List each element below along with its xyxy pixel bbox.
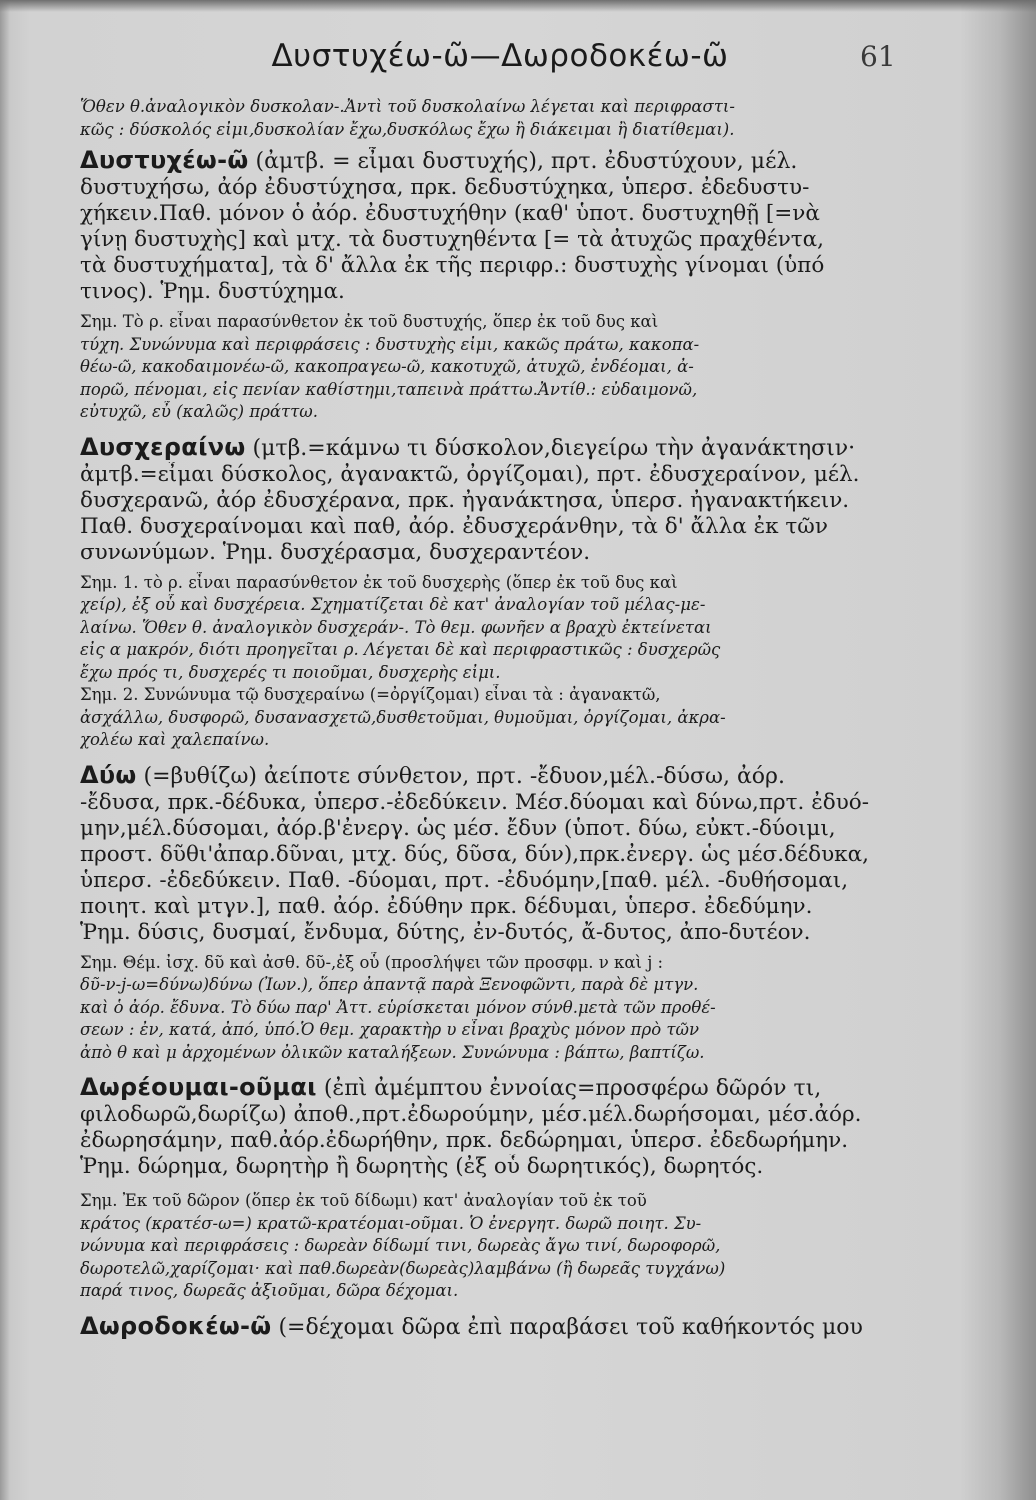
headword: Δυστυχέω-ῶ	[80, 147, 249, 174]
entry-first-line	[80, 762, 942, 790]
entry-first-line	[80, 1313, 942, 1341]
entry-line: ἐδωρησάμην, παθ.ἀόρ.ἐδωρήθην, πρκ. δεδώρημαι, ὑπερσ. ἐδεδωρήμην.	[80, 1128, 849, 1153]
note-line: νώνυμα καὶ περιφράσεις : δωρεὰν δίδωμί τινι, δωρεὰς ἄγω τινί, δωροφορῶ,	[80, 1236, 721, 1255]
entry-line: ποιητ. καὶ μτγν.], παθ. ἀόρ. ἐδύθην πρκ. δέδυμαι, ὑπερσ. ἐδεδύμην.	[80, 893, 813, 919]
note-lead: Σημ. Θέμ. ἰσχ. δῦ καὶ ἀσθ. δῦ-,ἐξ οὗ (προσλήψει τῶν προσφμ. ν καὶ j :	[80, 952, 664, 972]
entry-line: τινος). Ῥημ. δυστύχημα.	[80, 279, 345, 304]
entry-first-line	[80, 1074, 942, 1102]
entry-line: προστ. δῦθι'ἀπαρ.δῦναι, μτχ. δύς, δῦσα, δύν),πρκ.ἐνεργ. ὡς μέσ.δέδυκα,	[80, 841, 869, 867]
note-line: πορῶ, πένομαι, εἰς πενίαν καθίστημι,ταπεινὰ πράττω.Ἀντίθ.: εὐδαιμονῶ,	[80, 379, 698, 399]
headword: Δωροδοκέω-ῶ	[80, 1312, 272, 1340]
entry-line: -ἔδυσα, πρκ.-δέδυκα, ὑπερσ.-ἐδεδύκειν. Μέσ.δύομαι καὶ δύνω,πρτ. ἐδυό-	[80, 789, 869, 815]
entry-line: δυσχερανῶ, ἀόρ ἐδυσχέρανα, πρκ. ἠγανάκτησα, ὑπερσ. ἠγανακτήκειν.	[80, 487, 850, 513]
note-line: δωροτελῶ,χαρίζομαι· καὶ παθ.δωρεὰν(δωρεὰς)λαμβάνω (ἢ δωρεᾶς τυγχάνω)	[80, 1258, 726, 1278]
note-line: ἀπὸ θ καὶ μ ἀρχομένων ὀλικῶν καταλήξεων. Συνώνυμα : βάπτω, βαπτίζω.	[80, 1042, 705, 1062]
entry-line: Ῥημ. δώρημα, δωρητὴρ ἢ δωρητὴς (ἐξ οὗ δωρητικός), δωρητός.	[80, 1154, 764, 1179]
note-lead: Σημ. Ἐκ τοῦ δῶρον (ὅπερ ἐκ τοῦ δίδωμι) κατ' ἀναλογίαν τοῦ ἐκ τοῦ	[80, 1191, 647, 1210]
entry-line: χήκειν.Παθ. μόνον ὁ ἀόρ. ἐδυστυχήθην (καθ' ὑποτ. δυστυχηθῇ [=νὰ	[80, 201, 820, 226]
entry-text: (μτβ.=κάμνω τι δύσκολον,διεγείρω τὴν ἀγανάκτησιν·	[245, 435, 856, 461]
entry-dyo	[80, 762, 942, 946]
entry-line: ὑπερσ. -ἐδεδύκειν. Παθ. -δύομαι, πρτ. -ἐδυόμην,[παθ. μέλ. -δυθήσομαι,	[80, 867, 849, 893]
entry-dyscheraino	[80, 434, 942, 566]
entry-line: Παθ. δυσχεραίνομαι καὶ παθ, ἀόρ. ἐδυσχεράνθην, τὰ δ' ἄλλα ἐκ τῶν	[80, 513, 828, 539]
entry-line: τὰ δυστυχήματα], τὰ δ' ἄλλα ἐκ τῆς περιφρ.: δυστυχὴς γίνομαι (ὑπό	[80, 253, 825, 278]
entry-doreoumai	[80, 1074, 942, 1180]
entry-first-line	[80, 434, 942, 462]
headword: Δύω	[80, 761, 137, 789]
note-lead: Σημ. 1. τὸ ρ. εἶναι παρασύνθετον ἐκ τοῦ δυσχερὴς (ὅπερ ἐκ τοῦ δυς καὶ	[80, 572, 678, 592]
entry-line: φιλοδωρῶ,δωρίζω) ἀποθ.,πρτ.ἐδωρούμην, μέσ.μέλ.δωρήσομαι, μέσ.ἀόρ.	[80, 1102, 862, 1127]
entry-text: (=βυθίζω) ἀείποτε σύνθετον, πρτ. -ἔδυον,μέλ.-δύσω, ἀόρ.	[136, 763, 785, 789]
note-line: κῶς : δύσκολός εἰμι,δυσκολίαν ἔχω,δυσκόλως ἔχω ἢ διάκειμαι ἢ διατίθεμαι).	[80, 119, 735, 139]
note-dyscheraino-1	[80, 572, 942, 685]
note-line: χείρ), ἐξ οὗ καὶ δυσχέρεια. Σχηματίζεται δὲ κατ' ἀναλογίαν τοῦ μέλας-με-	[80, 595, 706, 614]
entry-text: (ἀμτβ. = εἶμαι δυστυχής), πρτ. ἐδυστύχουν, μέλ.	[248, 149, 798, 174]
note-line: δῦ-ν-j-ω=δύνω)δύνω (Ἰων.), ὅπερ ἀπαντᾷ παρὰ Ξενοφῶντι, παρὰ δὲ μτγν.	[80, 975, 699, 994]
note-line: χολέω καὶ χαλεπαίνω.	[80, 730, 270, 749]
note-line: εἰς α μακρόν, διότι προηγεῖται ρ. Λέγεται δὲ καὶ περιφραστικῶς : δυσχερῶς	[80, 640, 721, 659]
note-line: παρά τινος, δωρεᾶς ἀξιοῦμαι, δῶρα δέχομαι.	[80, 1281, 459, 1300]
entry-line: ἀμτβ.=εἶμαι δύσκολος, ἀγανακτῶ, ὀργίζομαι), πρτ. ἐδυσχεραίνον, μέλ.	[80, 461, 860, 487]
running-head	[0, 38, 1036, 82]
entry-line: συνωνύμων. Ῥημ. δυσχέρασμα, δυσχεραντέον.	[80, 539, 591, 565]
entry-line: γίνῃ δυστυχὴς] καὶ μτχ. τὰ δυστυχηθέντα [= τὰ ἀτυχῶς πραχθέντα,	[80, 227, 825, 252]
note-line: θέω-ῶ, κακοδαιμονέω-ῶ, κακοπραγεω-ῶ, κακοτυχῶ, ἀτυχῶ, ἐνδέομαι, ἀ-	[80, 357, 694, 376]
note-line: κράτος (κρατέσ-ω=) κρατῶ-κρατέομαι-οῦμαι. Ὁ ἐνεργητ. δωρῶ ποιητ. Συ-	[80, 1213, 702, 1233]
note-line: τύχη. Συνώνυμα καὶ περιφράσεις : δυστυχὴς εἰμι, κακῶς πράτω, κακοπα-	[80, 334, 700, 354]
note-line: λαίνω. Ὅθεν θ. ἀναλογικὸν δυσχεράν-. Τὸ θεμ. φωνῆεν α βραχὺ ἐκτείνεται	[80, 617, 712, 637]
entry-text: (=δέχομαι δῶρα ἐπὶ παραβάσει τοῦ καθήκοντός μου	[271, 1314, 863, 1340]
note-line: Ὅθεν θ.ἀναλογικὸν δυσκολαν-.Ἀντὶ τοῦ δυσκολαίνω λέγεται καὶ περιφραστι-	[80, 97, 735, 116]
page-content	[80, 96, 942, 1341]
note-line: ἀσχάλλω, δυσφορῶ, δυσανασχετῶ,δυσθετοῦμαι, θυμοῦμαι, ὀργίζομαι, ἀκρα-	[80, 707, 726, 727]
entry-line: μην,μέλ.δύσομαι, ἀόρ.β'ἐνεργ. ὡς μέσ. ἔδυν (ὑποτ. δύω, εὐκτ.-δύοιμι,	[80, 815, 836, 841]
note-line: σεων : ἐν, κατά, ἀπό, ὑπό.Ὁ θεμ. χαρακτὴρ υ εἶναι βραχὺς μόνον πρὸ τῶν	[80, 1020, 700, 1039]
headword: Δυσχεραίνω	[80, 433, 246, 461]
note-line: καὶ ὁ ἀόρ. ἔδυνα. Τὸ δύω παρ' Ἀττ. εὑρίσκεται μόνον σύνθ.μετὰ τῶν προθέ-	[80, 997, 716, 1017]
note-dystycheo	[80, 311, 942, 424]
page-title: Δυστυχέω-ῶ—Δωροδοκέω-ῶ	[271, 38, 729, 74]
entry-line: δυστυχήσω, ἀόρ ἐδυστύχησα, πρκ. δεδυστύχηκα, ὑπερσ. ἐδεδυστυ-	[80, 175, 810, 200]
entry-dystycheo	[80, 147, 942, 305]
note-line: ἔχω πρός τι, δυσχερές τι ποιοῦμαι, δυσχερὴς εἰμι.	[80, 662, 501, 682]
entry-dorodokeo	[80, 1313, 942, 1341]
note-line: εὐτυχῶ, εὖ (καλῶς) πράττω.	[80, 402, 318, 421]
note-doreoumai	[80, 1190, 942, 1303]
entry-line: Ῥημ. δύσις, δυσμαί, ἔνδυμα, δύτης, ἐν-δυτός, ἄ-δυτος, ἀπο-δυτέον.	[80, 919, 811, 945]
page-number: 61	[860, 40, 896, 73]
note-lead: Σημ. 2. Συνώνυμα τῷ δυσχεραίνω (=ὀργίζομαι) εἶναι τὰ : ἀγανακτῶ,	[80, 685, 661, 704]
entry-text: (ἐπὶ ἀμέμπτου ἐννοίας=προσφέρω δῶρόν τι,	[316, 1076, 822, 1101]
headword: Δωρέουμαι-οῦμαι	[80, 1074, 317, 1101]
note-dyo	[80, 952, 942, 1065]
note-lead: Σημ. Τὸ ρ. εἶναι παρασύνθετον ἐκ τοῦ δυστυχής, ὅπερ ἐκ τοῦ δυς καὶ	[80, 312, 659, 331]
note-continuation	[80, 96, 942, 141]
note-dyscheraino-2	[80, 684, 942, 752]
entry-first-line	[80, 147, 942, 175]
